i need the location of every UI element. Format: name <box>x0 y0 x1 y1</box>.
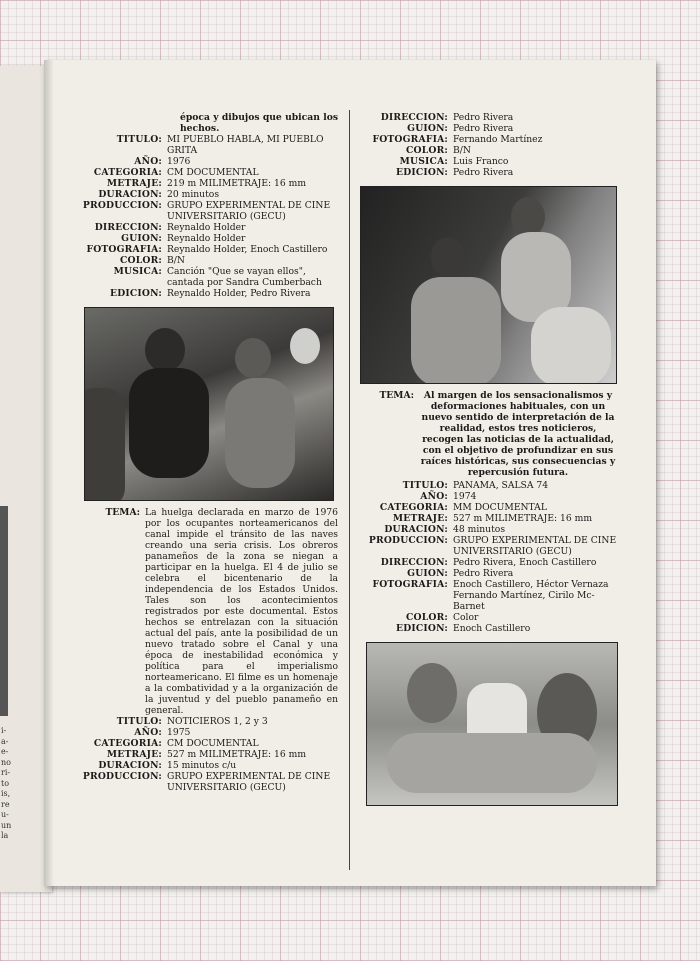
tema-text: La huelga declarada en marzo de 1976 por los ocupantes norteamericanos del canal impide el tránsito de las naves creando una seria crisis. Los obreros panameños de la zona se niegan a participar en la huelga. El 4 de julio se celebra el bicentenario de la independencia de los Estados Unidos. Tales son los acontecimientos registrados por este documental. Estos hechos se entrelazan con la situación actual del país, ante la posibilidad de un nuevo tratado sobre el Canal y una época de inestabilidad económica y política para el imperialismo norteamericano. El filme es un homenaje a la combatividad y a la organización de la juventud y del pueblo panameño en general. <box>145 507 338 716</box>
credit-label: DIRECCION: <box>380 557 448 568</box>
credit-label: AÑO: <box>134 156 162 167</box>
credit-row <box>356 156 618 167</box>
credit-row <box>356 123 618 134</box>
credit-label: TITULO: <box>116 134 162 145</box>
credit-value: Reynaldo Holder, Pedro Rivera <box>167 288 311 299</box>
credit-row <box>82 244 338 255</box>
credit-value: B/N <box>167 255 185 266</box>
person-head-2 <box>235 338 271 378</box>
tema-label: TEMA: <box>105 507 140 518</box>
credit-label: FOTOGRAFIA: <box>372 579 448 590</box>
credit-row <box>82 727 338 738</box>
credit-value: Pedro Rivera <box>453 568 514 579</box>
credit-value: 1975 <box>167 727 191 738</box>
tema-noticieros <box>356 390 618 478</box>
tema-mi-pueblo <box>82 507 338 716</box>
left-column <box>82 112 338 793</box>
film-still-photo-2 <box>360 186 617 384</box>
person-body-6 <box>531 307 611 384</box>
credit-value: Pedro Rivera <box>453 112 514 123</box>
credit-value: Reynaldo Holder, Enoch Castillero <box>167 244 328 255</box>
credit-label: DIRECCION: <box>94 222 162 233</box>
credit-label: DIRECCION: <box>380 112 448 123</box>
credit-value: 527 m MILIMETRAJE: 16 mm <box>167 749 307 760</box>
dancers-skirts <box>387 733 597 793</box>
credit-value: 15 minutos c/u <box>167 760 237 771</box>
credit-value: Enoch Castillero, Héctor Vernaza Fernando Martínez, Cirilo Mc-Barnet <box>453 579 609 612</box>
credit-value: 219 m MILIMETRAJE: 16 mm <box>167 178 307 189</box>
credit-row <box>356 535 618 557</box>
person-body-4 <box>411 277 501 384</box>
person-body-1 <box>129 368 209 478</box>
credit-label: TITULO: <box>116 716 162 727</box>
credit-row <box>82 167 338 178</box>
credit-label: TITULO: <box>402 480 448 491</box>
credit-row <box>82 255 338 266</box>
credit-label: GUION: <box>407 123 448 134</box>
person-body-2 <box>225 378 295 488</box>
credits-mi-pueblo <box>82 134 338 299</box>
catalog-page <box>44 60 656 886</box>
credit-value: NOTICIEROS 1, 2 y 3 <box>167 716 268 727</box>
credit-label: MUSICA: <box>399 156 448 167</box>
credits-noticieros <box>82 716 338 793</box>
credit-row <box>356 167 618 178</box>
credits-noticieros-crew <box>356 112 618 178</box>
person-body-left <box>84 388 125 501</box>
credit-value: MM DOCUMENTAL <box>453 502 547 513</box>
credit-row <box>82 749 338 760</box>
credit-label: EDICION: <box>110 288 162 299</box>
credit-label: COLOR: <box>405 145 448 156</box>
credit-value: B/N <box>453 145 471 156</box>
credit-label: METRAJE: <box>392 513 448 524</box>
credit-value: Canción "Que se vayan ellos", cantada por Sandra Cumberbach <box>167 266 322 288</box>
credit-row <box>82 222 338 233</box>
credit-row <box>82 738 338 749</box>
credit-value: Color <box>453 612 479 623</box>
credit-value: Fernando Martínez <box>453 134 543 145</box>
credit-label: CATEGORIA: <box>379 502 448 513</box>
credit-label: AÑO: <box>134 727 162 738</box>
previous-page-photo-edge <box>0 506 8 716</box>
credit-value: GRUPO EXPERIMENTAL DE CINE UNIVERSITARIO (GECU) <box>167 200 331 222</box>
credit-value: GRUPO EXPERIMENTAL DE CINE UNIVERSITARIO (GECU) <box>453 535 617 557</box>
credit-row <box>356 513 618 524</box>
credit-label: DURACION: <box>98 189 162 200</box>
credit-value: Enoch Castillero <box>453 623 531 634</box>
credit-row <box>356 480 618 491</box>
credit-value: CM DOCUMENTAL <box>167 167 259 178</box>
credit-value: Luis Franco <box>453 156 509 167</box>
credit-row <box>82 189 338 200</box>
credit-value: 48 minutos <box>453 524 506 535</box>
credits-panama-salsa <box>356 480 618 634</box>
film-still-photo-1 <box>84 307 334 501</box>
credit-label: FOTOGRAFIA: <box>372 134 448 145</box>
credit-value: 1974 <box>453 491 477 502</box>
credit-value: 527 m MILIMETRAJE: 16 mm <box>453 513 593 524</box>
credit-row <box>356 612 618 623</box>
credit-row <box>82 134 338 156</box>
column-divider <box>349 110 350 870</box>
tema-label: TEMA: <box>379 390 414 401</box>
credit-value: CM DOCUMENTAL <box>167 738 259 749</box>
credit-value: MI PUEBLO HABLA, MI PUEBLO GRITA <box>167 134 324 156</box>
dancer-1 <box>407 663 457 723</box>
credit-label: DURACION: <box>98 760 162 771</box>
credit-label: EDICION: <box>396 623 448 634</box>
credit-label: EDICION: <box>396 167 448 178</box>
credit-value: 20 minutos <box>167 189 220 200</box>
credit-value: GRUPO EXPERIMENTAL DE CINE UNIVERSITARIO (GECU) <box>167 771 331 793</box>
credit-row <box>82 266 338 288</box>
credit-row <box>356 145 618 156</box>
credit-row <box>356 579 618 612</box>
credit-label: CATEGORIA: <box>93 167 162 178</box>
credit-label: GUION: <box>407 568 448 579</box>
credit-row <box>82 771 338 793</box>
intro-text: época y dibujos que ubican los hechos. <box>180 112 338 134</box>
credit-label: FOTOGRAFIA: <box>86 244 162 255</box>
credit-label: PRODUCCION: <box>368 535 448 546</box>
credit-value: PANAMA, SALSA 74 <box>453 480 549 491</box>
credit-row <box>356 491 618 502</box>
credit-row <box>82 716 338 727</box>
credit-value: Pedro Rivera <box>453 123 514 134</box>
film-still-photo-3 <box>366 642 618 806</box>
credit-value: 1976 <box>167 156 191 167</box>
credit-row <box>82 178 338 189</box>
credit-label: CATEGORIA: <box>93 738 162 749</box>
credit-label: AÑO: <box>420 491 448 502</box>
credit-label: METRAJE: <box>106 749 162 760</box>
credit-value: Reynaldo Holder <box>167 222 246 233</box>
tema-text: Al margen de los sensacionalismos y deformaciones habituales, con un nuevo sentido de interpretación de la realidad, estos tres noticieros, recogen las noticias de la actualidad, con el objetivo de profundizar en sus raíces históricas, sus consecuencias y repercusión futura. <box>420 390 616 478</box>
credit-row <box>82 288 338 299</box>
person-head-5 <box>511 197 545 237</box>
credit-label: COLOR: <box>119 255 162 266</box>
credit-value: Reynaldo Holder <box>167 233 246 244</box>
credit-row <box>356 524 618 535</box>
credit-label: PRODUCCION: <box>82 200 162 211</box>
credit-row <box>356 134 618 145</box>
credit-value: Pedro Rivera <box>453 167 514 178</box>
credit-value: Pedro Rivera, Enoch Castillero <box>453 557 597 568</box>
credit-label: PRODUCCION: <box>82 771 162 782</box>
credit-row <box>356 557 618 568</box>
credit-row <box>356 623 618 634</box>
person-head-4 <box>431 237 465 277</box>
credit-label: GUION: <box>121 233 162 244</box>
credit-label: METRAJE: <box>106 178 162 189</box>
credit-label: COLOR: <box>405 612 448 623</box>
person-head-1 <box>145 328 185 372</box>
person-head-3 <box>290 328 320 364</box>
credit-row <box>356 502 618 513</box>
credit-row <box>82 200 338 222</box>
credit-row <box>356 112 618 123</box>
right-column <box>356 112 618 806</box>
credit-label: MUSICA: <box>113 266 162 277</box>
previous-page-edge-text: i- a- e- no ri- to is, re u- un la <box>1 726 12 840</box>
credit-row <box>82 233 338 244</box>
credit-row <box>356 568 618 579</box>
credit-row <box>82 156 338 167</box>
credit-label: DURACION: <box>384 524 448 535</box>
credit-row <box>82 760 338 771</box>
page-spine-shadow <box>44 60 54 886</box>
